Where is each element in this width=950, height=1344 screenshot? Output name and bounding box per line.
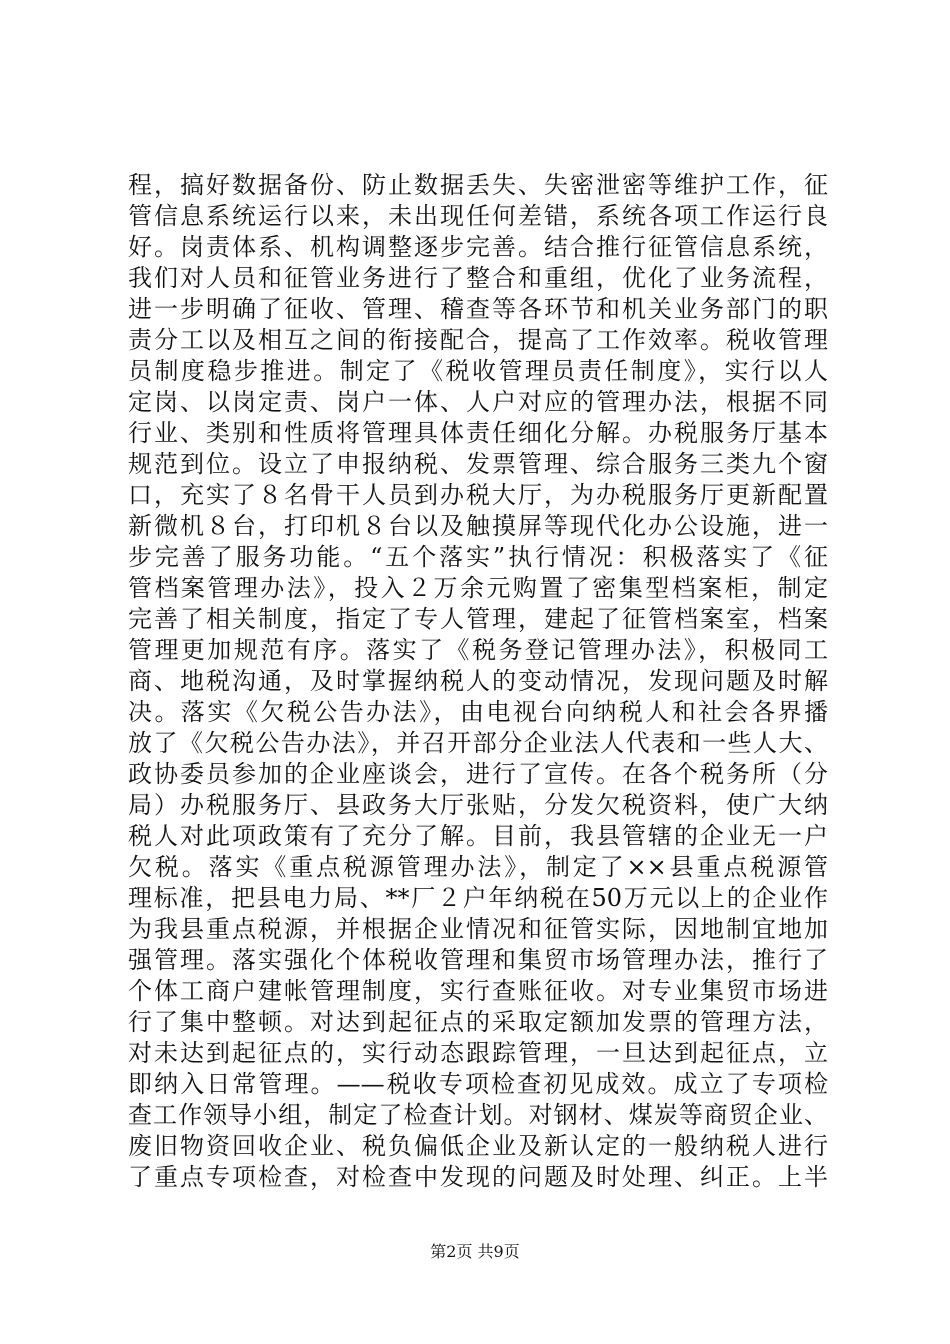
text-line: 行了集中整顿。对达到起征点的采取定额加发票的管理方法，: [128, 1008, 828, 1036]
text-line: 员制度稳步推进。制定了《税收管理员责任制度》，实行以人: [128, 357, 828, 385]
text-line: 步完善了服务功能。“五个落实”执行情况：积极落实了《征: [128, 543, 828, 571]
text-line: 我们对人员和征管业务进行了整合和重组，优化了业务流程，: [128, 264, 828, 292]
text-line: 欠税。落实《重点税源管理办法》，制定了××县重点税源管: [128, 853, 828, 881]
text-line: 税人对此项政策有了充分了解。目前，我县管辖的企业无一户: [128, 822, 828, 850]
text-line: 进一步明确了征收、管理、稽查等各环节和机关业务部门的职: [128, 295, 828, 323]
text-line: 好。岗责体系、机构调整逐步完善。结合推行征管信息系统，: [128, 233, 828, 261]
text-line: 个体工商户建帐管理制度，实行查账征收。对专业集贸市场进: [128, 977, 828, 1005]
text-line: 管档案管理办法》，投入２万余元购置了密集型档案柜，制定: [128, 574, 828, 602]
text-line: 规范到位。设立了申报纳税、发票管理、综合服务三类九个窗: [128, 450, 828, 478]
text-line: 定岗、以岗定责、岗户一体、人户对应的管理办法，根据不同: [128, 388, 828, 416]
text-line: 废旧物资回收企业、税负偏低企业及新认定的一般纳税人进行: [128, 1132, 828, 1160]
text-line: 管信息系统运行以来，未出现任何差错，系统各项工作运行良: [128, 202, 828, 230]
text-line: 理标准，把县电力局、**厂２户年纳税在50万元以上的企业作: [128, 884, 828, 912]
text-line: 决。落实《欠税公告办法》，由电视台向纳税人和社会各界播: [128, 698, 828, 726]
text-line: 即纳入日常管理。——税收专项检查初见成效。成立了专项检: [128, 1070, 828, 1098]
text-line: 口，充实了８名骨干人员到办税大厅，为办税服务厅更新配置: [128, 481, 828, 509]
text-line: 行业、类别和性质将管理具体责任细化分解。办税服务厅基本: [128, 419, 828, 447]
text-line: 查工作领导小组，制定了检查计划。对钢材、煤炭等商贸企业、: [128, 1101, 828, 1129]
text-line: 新微机８台，打印机８台以及触摸屏等现代化办公设施，进一: [128, 512, 828, 540]
text-line: 完善了相关制度，指定了专人管理，建起了征管档案室，档案: [128, 605, 828, 633]
text-line: 管理更加规范有序。落实了《税务登记管理办法》，积极同工: [128, 636, 828, 664]
text-line: 强管理。落实强化个体税收管理和集贸市场管理办法，推行了: [128, 946, 828, 974]
text-line: 放了《欠税公告办法》，并召开部分企业法人代表和一些人大、: [128, 729, 828, 757]
text-line: 为我县重点税源，并根据企业情况和征管实际，因地制宜地加: [128, 915, 828, 943]
page-footer: 第2页 共9页: [430, 1242, 520, 1261]
text-line: 政协委员参加的企业座谈会，进行了宣传。在各个税务所（分: [128, 760, 828, 788]
text-line: 商、地税沟通，及时掌握纳税人的变动情况，发现问题及时解: [128, 667, 828, 695]
text-line: 程，搞好数据备份、防止数据丢失、失密泄密等维护工作，征: [128, 171, 828, 199]
text-line: 责分工以及相互之间的衔接配合，提高了工作效率。税收管理: [128, 326, 828, 354]
body-text: [128, 170, 828, 1193]
text-line: 局）办税服务厅、县政务大厅张贴，分发欠税资料，使广大纳: [128, 791, 828, 819]
text-line: 对未达到起征点的，实行动态跟踪管理，一旦达到起征点，立: [128, 1039, 828, 1067]
text-line: 了重点专项检查，对检查中发现的问题及时处理、纠正。上半: [128, 1163, 828, 1191]
